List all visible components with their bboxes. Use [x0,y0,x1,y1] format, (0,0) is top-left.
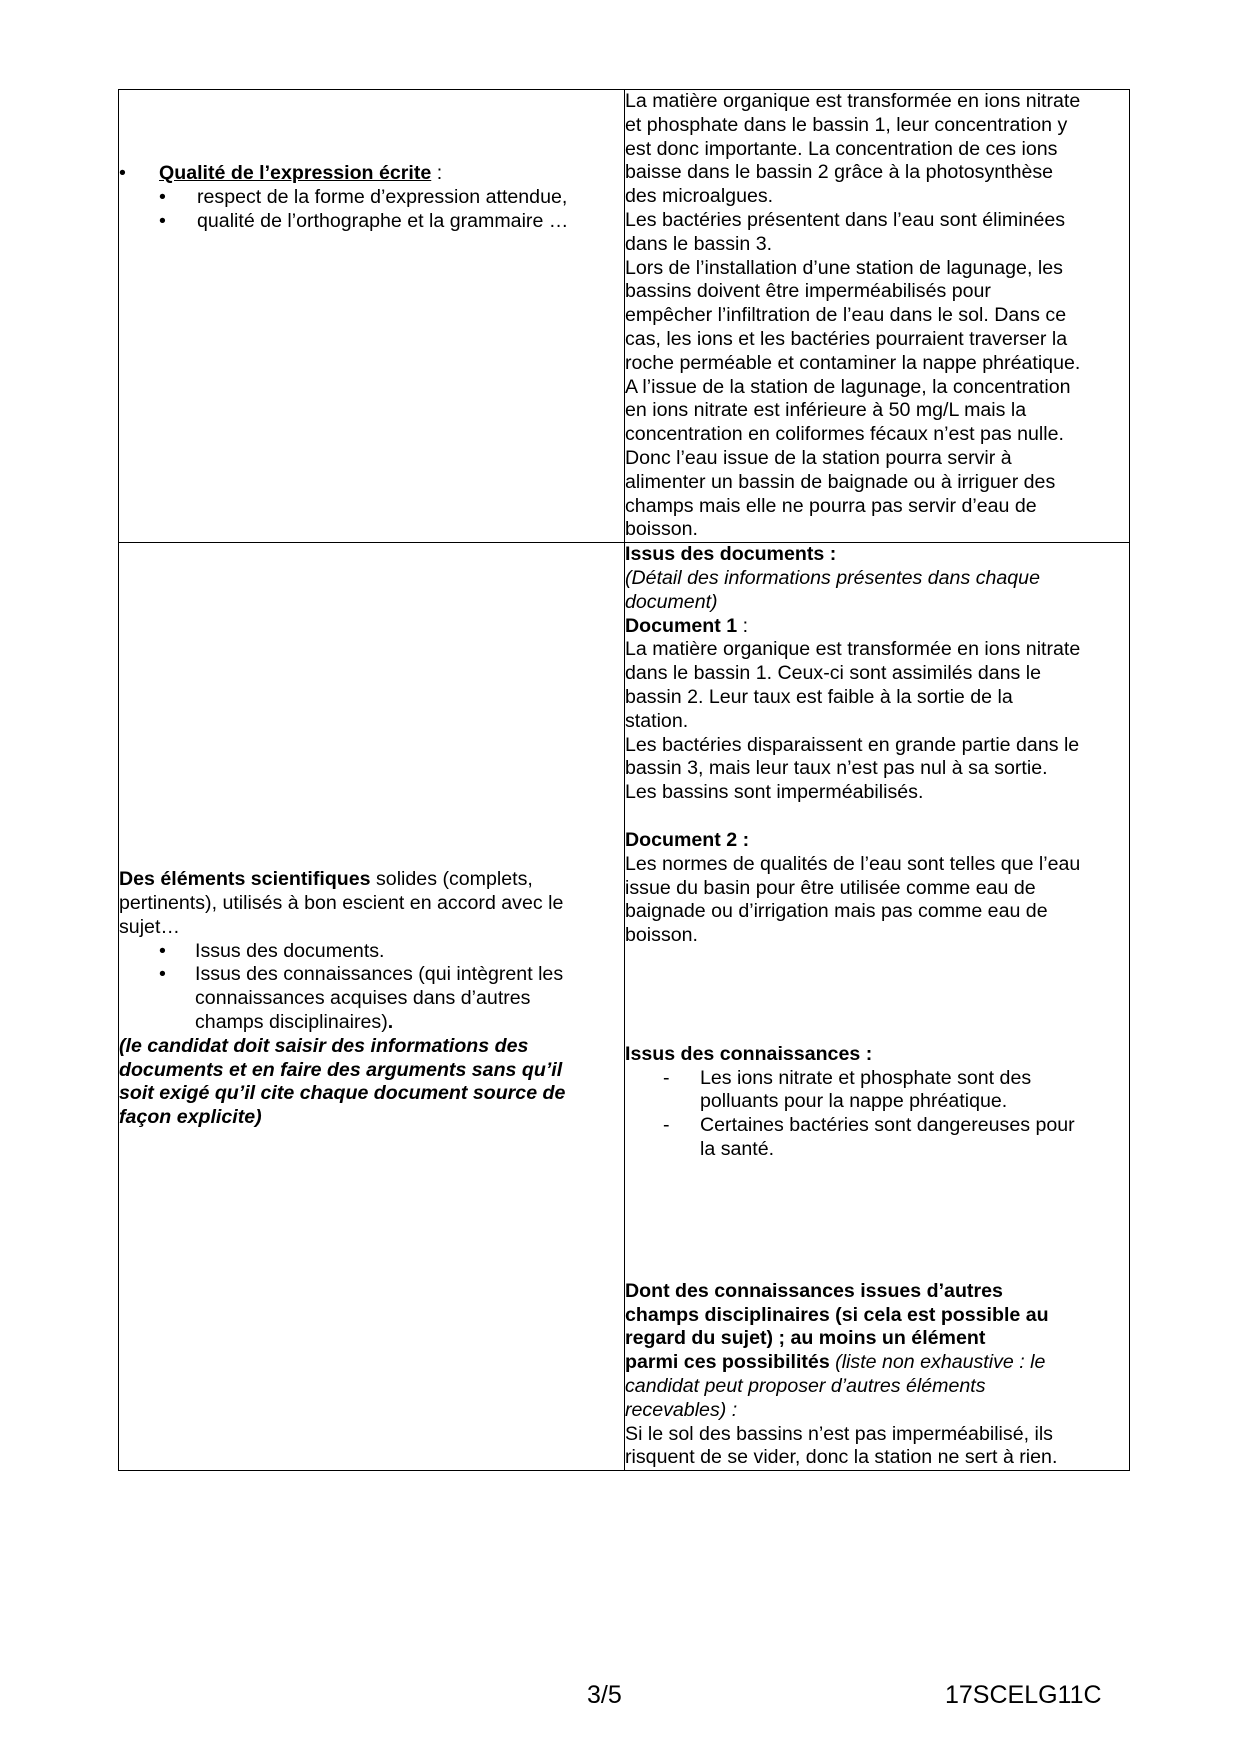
grading-table [118,89,1130,1471]
text-line: candidat peut proposer d’autres éléments [625,1375,986,1398]
text-line: issue du basin pour être utilisée comme eau de [625,876,1036,899]
text-line: bassin 3, mais leur taux n’est pas nul à sa sortie. [625,757,1048,780]
list-item: • Issus des connaissances (qui intègrent les connaissances acquises dans d’autres champs disciplinaires). [159,963,564,1033]
text-line: Lors de l’installation d’une station de lagunage, les [625,256,1063,279]
dash-icon: - [663,1066,670,1089]
text-line: champs mais elle ne pourra pas servir d’eau de [625,494,1037,517]
text-line: cas, les ions et les bactéries pourraient traverser la [625,327,1068,350]
candidate-note: soit exigé qu’il cite chaque document source de [119,1082,566,1105]
text-line: La matière organique est transformée en ions nitrate [625,638,1081,661]
document-2-label: Document 2 : [625,828,750,851]
criteria-cell-writing-quality [119,90,625,543]
text-line: Donc l’eau issue de la station pourra servir à [625,446,1012,469]
candidate-note: (le candidat doit saisir des informations des [119,1034,529,1057]
text-line: station. [625,709,689,732]
section-heading-documents: Issus des documents : [625,543,837,566]
text-line: Si le sol des bassins n’est pas imperméabilisé, ils [625,1422,1053,1445]
text-line: empêcher l’infiltration de l’eau dans le sol. Dans ce [625,304,1067,327]
text-line: Les bassins sont imperméabilisés. [625,781,924,804]
document-code: 17SCELG11C [945,1681,1102,1709]
list-item: • respect de la forme d’expression attendue, [159,185,568,208]
text-line: sujet… [119,915,180,938]
spacer [625,1162,1129,1280]
text-line: pertinents), utilisés à bon escient en accord avec le [119,891,564,914]
text-line: bassin 2. Leur taux est faible à la sortie de la [625,685,1013,708]
text-line: Dont des connaissances issues d’autres [625,1279,1003,1302]
text-line: Les bactéries disparaissent en grande partie dans le [625,733,1080,756]
text-line: des microalgues. [625,185,774,208]
criteria-intro: Des éléments scientifiques solides (complets, [119,868,533,891]
text-line: et phosphate dans le bassin 1, leur concentration y [625,113,1068,136]
text-line: roche perméable et contaminer la nappe phréatique. [625,351,1081,374]
section-heading-knowledge: Issus des connaissances : [625,1042,873,1065]
text-line: risquent de se vider, donc la station ne sert à rien. [625,1446,1058,1469]
candidate-note: documents et en faire des arguments sans qu’il [119,1058,563,1081]
expected-answer-cell [625,90,1130,543]
text-line: regard du sujet) ; au moins un élément [625,1327,986,1350]
bullet-icon: • [159,185,166,208]
bullet-icon: • [159,209,166,232]
spacer [625,805,1129,829]
text-line: Les normes de qualités de l’eau sont telles que l’eau [625,852,1081,875]
list-item: • Qualité de l’expression écrite : [119,162,443,184]
bullet-icon: • [119,162,126,184]
list-item: • qualité de l’orthographe et la grammaire … [159,209,569,232]
candidate-note: façon explicite) [119,1106,262,1129]
text-line: bassins doivent être imperméabilisés pour [625,280,991,303]
text-line: boisson. [625,924,698,947]
text-line: en ions nitrate est inférieure à 50 mg/L mais la [625,399,1027,422]
text-line: recevables) : [625,1398,738,1421]
bullet-icon: • [159,963,166,986]
text-line: parmi ces possibilités (liste non exhaustive : le [625,1351,1046,1374]
text-line: boisson. [625,518,698,541]
table-row [119,543,1130,1471]
text-line: alimenter un bassin de baignade ou à irriguer des [625,470,1056,493]
text-line: document) [625,590,718,613]
document-1-label: Document 1 : [625,614,749,637]
text-line: baignade ou d’irrigation mais pas comme eau de [625,900,1048,923]
text-line: concentration en coliformes fécaux n’est pas nulle. [625,423,1064,446]
text-line: champs disciplinaires (si cela est possible au [625,1303,1049,1326]
text-line: (Détail des informations présentes dans chaque [625,566,1040,589]
text-line: baisse dans le bassin 2 grâce à la photosynthèse [625,161,1054,184]
text-line: dans le bassin 1. Ceux-ci sont assimilés dans le [625,662,1042,685]
list-item: - Certaines bactéries sont dangereuses pour la santé. [663,1114,1075,1161]
expected-elements-cell [625,543,1130,1471]
spacer [625,948,1129,1043]
page-number: 3/5 [587,1681,622,1709]
criteria-cell-scientific-elements [119,543,625,1471]
criteria-heading: Qualité de l’expression écrite [159,162,432,184]
text-line: dans le bassin 3. [625,232,773,255]
text-line: est donc importante. La concentration de ces ions [625,137,1058,160]
text-line: A l’issue de la station de lagunage, la concentration [625,375,1071,398]
table-row [119,90,1130,543]
dash-icon: - [663,1114,670,1137]
bullet-icon: • [159,939,166,962]
text-line: Les bactéries présentent dans l’eau sont éliminées [625,208,1066,231]
list-item: - Les ions nitrate et phosphate sont des polluants pour la nappe phréatique. [663,1066,1032,1113]
list-item: • Issus des documents. [159,939,385,962]
text-line: La matière organique est transformée en ions nitrate [625,90,1081,112]
